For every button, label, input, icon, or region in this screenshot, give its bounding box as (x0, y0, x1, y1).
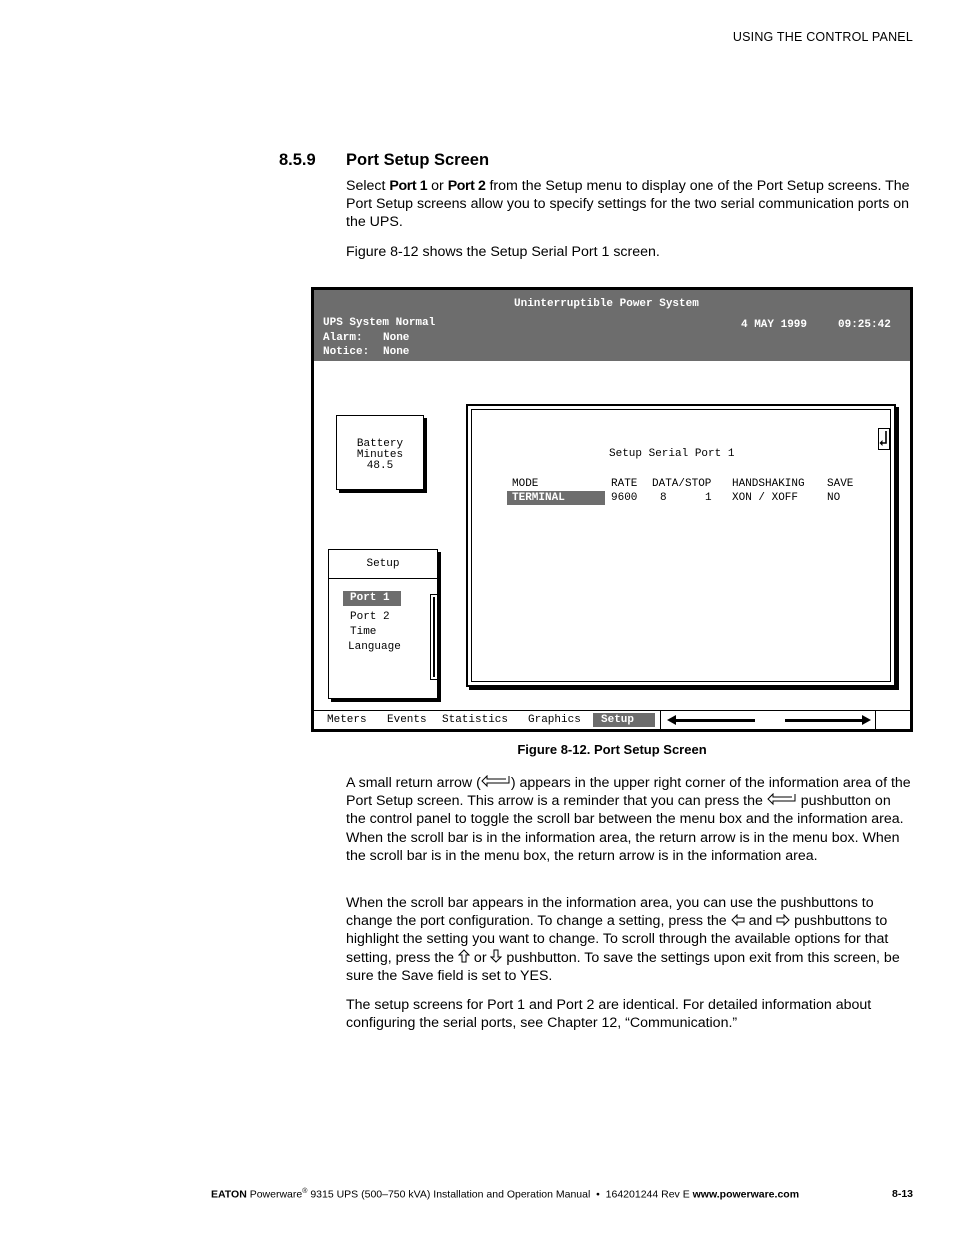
intro-paragraph (346, 177, 914, 232)
nav-statistics[interactable]: Statistics (442, 714, 509, 726)
column-header-handshaking: HANDSHAKING (732, 478, 805, 490)
text-run: Select (346, 178, 390, 194)
mode-value-selected[interactable]: TERMINAL (507, 491, 605, 505)
info-title: Setup Serial Port 1 (609, 448, 735, 460)
column-header-rate: RATE (611, 478, 638, 490)
time-readout: 09:25:42 (838, 319, 891, 331)
text-run: or (469, 949, 491, 966)
text-run: A small return arrow ( (346, 775, 481, 791)
text-run: ) appears in the upper right corner of the information area of the Port Setup screen. This arrow is a reminder that you can press the (346, 775, 911, 810)
footer-url: www.powerware.com (692, 1188, 800, 1201)
menu-item-time[interactable]: Time (350, 626, 377, 638)
menu-scrollbar[interactable] (430, 594, 438, 680)
footer-registered-mark: ® (302, 1188, 308, 1195)
footer-manual-title: 9315 UPS (500–750 kVA) Installation and Operation Manual • 164201244 Rev E (307, 1188, 693, 1201)
section-title: Port Setup Screen (346, 151, 490, 169)
footer-brand: EATON (211, 1188, 247, 1201)
text-run: pushbuttons to highlight the setting you want to change. To scroll through the available options for that setting, press the (346, 913, 889, 966)
nav-setup-selected[interactable]: Setup (593, 713, 655, 727)
column-header-data-stop: DATA/STOP (652, 478, 712, 490)
battery-minutes-box (336, 415, 424, 490)
menu-item-language[interactable]: Language (348, 641, 401, 653)
data-bits-value[interactable]: 8 (660, 492, 667, 504)
system-title: Uninterruptible Power System (514, 298, 699, 310)
nav-scroll-arrows-icon (667, 714, 871, 726)
down-arrow-icon (490, 949, 502, 963)
figure-caption: Figure 8-12. Port Setup Screen (517, 742, 707, 757)
port-setup-screen-figure (311, 287, 913, 732)
nav-meters[interactable]: Meters (327, 714, 367, 726)
menu-item-port-1[interactable]: Port 1 (343, 591, 401, 606)
page-number: 8-13 (891, 1188, 913, 1200)
scroll-bar-paragraph (346, 894, 914, 985)
text-run: pushbutton on the control panel to toggle the scroll bar between the menu box and the information area. When the scroll bar is in the information area, the return arrow is in the menu box. When the scroll bar is in the menu box, the return arrow is in the information area. (346, 793, 904, 864)
left-arrow-icon (731, 914, 745, 926)
text-run: or (427, 178, 448, 194)
port1-keyword: Port 1 (389, 178, 428, 194)
date-readout: 4 MAY 1999 (741, 319, 808, 331)
text-run: and (744, 913, 777, 930)
up-arrow-icon (458, 949, 470, 963)
figure-reference-paragraph: Figure 8-12 shows the Setup Serial Port 1 screen. (346, 244, 660, 260)
text-run: pushbutton. To save the settings upon exit from this screen, be sure the Save field is set to YES. (346, 949, 900, 984)
battery-minutes-value: 48.5 (366, 460, 394, 472)
stop-bits-value[interactable]: 1 (705, 492, 712, 504)
information-area[interactable] (466, 404, 896, 687)
return-arrow-icon (878, 428, 890, 450)
battery-label-line2: Minutes (356, 449, 404, 461)
scrollbar-thumb[interactable] (433, 597, 435, 677)
return-arrow-paragraph (346, 774, 914, 865)
status-header (314, 290, 910, 361)
text-run: from the Setup menu to display one of the Port Setup screens. The Port Setup screens allow you to specify settings for the two serial communication ports on the UPS. (346, 178, 910, 231)
handshaking-value[interactable]: XON / XOFF (732, 492, 799, 504)
nav-events[interactable]: Events (387, 714, 427, 726)
bottom-navigation-bar (314, 710, 910, 729)
identical-screens-paragraph: The setup screens for Port 1 and Port 2 are identical. For detailed information about configuring the serial ports, see Chapter 12, “Communication.” (346, 997, 872, 1032)
menu-title: Setup (366, 558, 400, 570)
menu-item-port-2[interactable]: Port 2 (350, 611, 390, 623)
column-header-save: SAVE (827, 478, 854, 490)
right-arrow-icon (776, 914, 790, 926)
nav-scroll-track[interactable] (660, 711, 876, 730)
system-status: UPS System Normal (323, 317, 436, 329)
running-head: USING THE CONTROL PANEL (732, 30, 913, 44)
text-run: When the scroll bar appears in the information area, you can use the pushbuttons to change the port configuration. To change a setting, press the (346, 895, 874, 930)
alarm-label: Alarm: (323, 332, 363, 344)
save-value[interactable]: NO (827, 492, 841, 504)
port2-keyword: Port 2 (447, 178, 486, 194)
menu-title-bar (329, 550, 437, 579)
return-arrow-icon (481, 775, 511, 788)
alarm-value: None (383, 332, 410, 344)
rate-value[interactable]: 9600 (611, 492, 638, 504)
section-number: 8.5.9 (279, 151, 316, 169)
notice-value: None (383, 346, 410, 358)
column-header-mode: MODE (512, 478, 539, 490)
return-arrow-icon (767, 793, 797, 806)
footer-product: Powerware (249, 1188, 303, 1201)
setup-menu-box (328, 549, 438, 699)
nav-graphics[interactable]: Graphics (528, 714, 581, 726)
page-footer (211, 1188, 799, 1201)
battery-label-line1: Battery (356, 438, 404, 450)
notice-label: Notice: (323, 346, 370, 358)
